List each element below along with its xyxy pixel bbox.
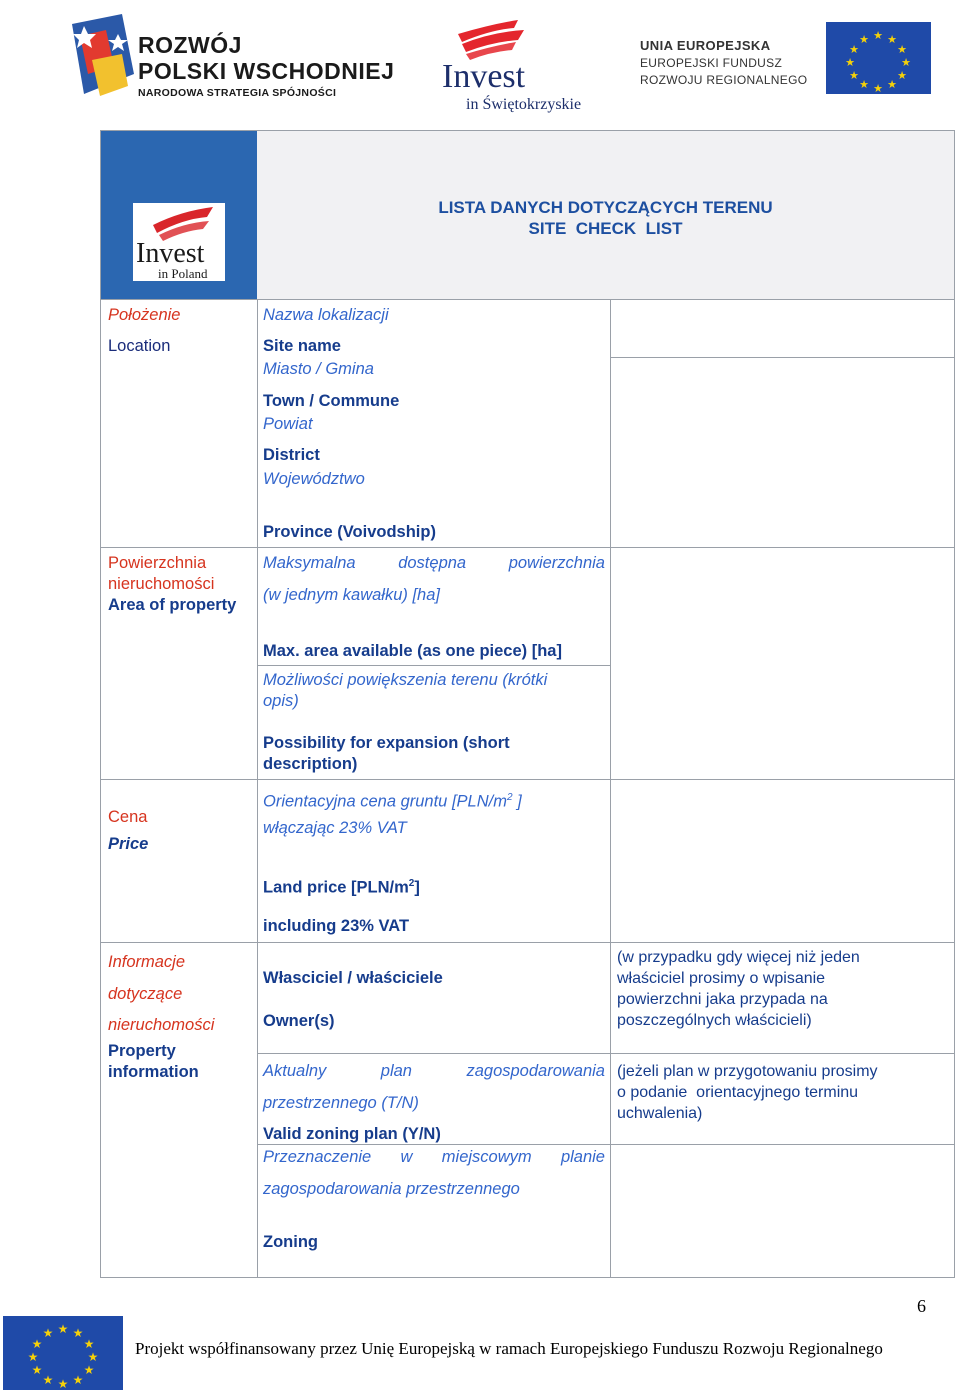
owner-note-line: właściciel prosimy o wpisanie	[617, 970, 826, 987]
zoning-plan-note-line: uchwalenia)	[617, 1105, 703, 1122]
zoning-designation-word1: Przeznaczenie	[263, 1148, 372, 1166]
area-category-en: Area of property	[108, 596, 237, 614]
ue-line3: ROZWOJU REGIONALNEGO	[640, 73, 808, 87]
ue-line2: EUROPEJSKI FUNDUSZ	[640, 56, 783, 70]
zoning-designation-word3: miejscowym	[441, 1148, 532, 1166]
table-divider	[257, 1053, 955, 1054]
table-divider	[610, 299, 611, 1278]
svg-text:★: ★	[57, 1322, 69, 1336]
owner-note-line: (w przypadku gdy więcej niż jeden	[617, 949, 860, 966]
price-en-text: Land price [PLN/m	[263, 878, 409, 897]
price-en-text-end: ]	[414, 878, 420, 897]
isw-invest-text: Invest	[442, 58, 526, 95]
expansion-pl-line2: opis)	[263, 692, 299, 710]
max-area-label-pl	[263, 553, 605, 574]
max-area-word2: dostępna	[398, 554, 467, 572]
zoning-designation-word4: planie	[560, 1148, 605, 1166]
table-divider	[257, 299, 258, 1278]
price-vat-pl: włączając 23% VAT	[263, 819, 407, 837]
table-divider	[100, 299, 955, 300]
zoning-plan-label-pl-line2: przestrzennego (T/N)	[263, 1094, 419, 1112]
eu-flag-footer-icon	[3, 1316, 123, 1390]
footer-funding-text: Projekt współfinansowany przez Unię Europejską w ramach Europejskiego Funduszu Rozwoju Regionalnego	[135, 1339, 883, 1358]
zoning-plan-note-line: (jeżeli plan w przygotowaniu prosimy	[617, 1063, 878, 1080]
info-category-pl-line1: Informacje	[108, 953, 186, 971]
max-area-word3: powierzchnia	[508, 554, 605, 572]
expansion-en-line2: description)	[263, 755, 358, 773]
svg-text:★: ★	[873, 82, 883, 94]
price-pl-text: Orientacyjna cena gruntu [PLN/m	[263, 792, 507, 811]
town-label-en: Town / Commune	[263, 392, 400, 410]
expansion-label-en	[263, 733, 510, 775]
svg-text:★: ★	[83, 1337, 95, 1351]
svg-text:★: ★	[31, 1363, 43, 1377]
rpw-line3: NARODOWA STRATEGIA SPÓJNOŚCI	[138, 87, 337, 99]
title-english: SITE CHECK LIST	[528, 219, 683, 238]
zoning-plan-label-en: Valid zoning plan (Y/N)	[263, 1125, 441, 1143]
svg-text:★: ★	[859, 33, 869, 46]
price-label-pl	[263, 787, 522, 813]
svg-text:★: ★	[887, 78, 897, 91]
site-name-label-en: Site name	[263, 337, 341, 355]
ue-logo-text	[640, 38, 807, 87]
info-category-en-line1: Property	[108, 1042, 176, 1060]
info-category-pl-line2: dotyczące	[108, 984, 183, 1003]
province-label-en: Province (Voivodship)	[263, 523, 436, 541]
ip-country-text: in Poland	[158, 266, 208, 281]
isw-region-text: in Świętokrzyskie	[466, 96, 582, 113]
expansion-en-line1: Possibility for expansion (short	[263, 734, 510, 752]
price-pl-text-end: ]	[512, 792, 522, 811]
svg-text:★: ★	[897, 43, 907, 56]
site-name-label-pl: Nazwa lokalizacji	[263, 306, 389, 324]
svg-text:★: ★	[873, 29, 883, 42]
svg-text:★: ★	[849, 69, 859, 82]
owner-label-pl: Własciciel / właściciele	[263, 969, 443, 987]
ip-invest-text: Invest	[136, 238, 205, 269]
table-title	[257, 197, 954, 239]
zoning-designation-word2: w	[400, 1148, 413, 1166]
price-category-pl: Cena	[108, 808, 148, 826]
zoning-plan-note-line: o podanie orientacyjnego terminu	[617, 1084, 859, 1101]
rpw-line2: POLSKI WSCHODNIEJ	[138, 58, 395, 84]
owner-note-line: powierzchni jaka przypada na	[617, 991, 828, 1008]
max-area-label-en: Max. area available (as one piece) [ha]	[263, 642, 562, 660]
expansion-label-pl	[263, 670, 547, 712]
info-category-pl	[108, 947, 214, 1042]
info-category-pl-line3: nieruchomości	[108, 1016, 215, 1034]
zoning-plan-word3: zagospodarowania	[466, 1062, 605, 1080]
zoning-plan-word2: plan	[380, 1062, 412, 1080]
area-category-pl-line1: Powierzchnia	[108, 554, 207, 572]
location-category-pl: Położenie	[108, 306, 181, 324]
area-category-pl-line2: nieruchomości	[108, 575, 215, 593]
expansion-pl-line1: Możliwości powiększenia terenu (krótki	[263, 671, 548, 689]
svg-text:★: ★	[887, 33, 897, 46]
svg-text:★: ★	[72, 1326, 84, 1340]
price-category-en: Price	[108, 835, 149, 853]
rpw-logo-text	[138, 34, 394, 99]
max-area-label-pl-line2: (w jednym kawałku) [ha]	[263, 586, 440, 604]
table-divider	[257, 665, 610, 666]
table-divider	[100, 942, 955, 943]
zoning-label-en: Zoning	[263, 1233, 318, 1251]
zoning-plan-label-pl	[263, 1061, 605, 1082]
svg-text:★: ★	[72, 1373, 84, 1387]
table-divider	[100, 779, 955, 780]
zoning-plan-note	[617, 1061, 878, 1124]
district-label-pl: Powiat	[263, 415, 313, 433]
zoning-plan-word1: Aktualny	[263, 1062, 327, 1080]
svg-text:★: ★	[859, 78, 869, 91]
svg-text:★: ★	[897, 69, 907, 82]
district-label-en: District	[263, 446, 320, 464]
svg-text:★: ★	[845, 56, 855, 69]
area-category-pl	[108, 553, 214, 595]
ue-line1: UNIA EUROPEJSKA	[640, 38, 771, 53]
price-vat-en: including 23% VAT	[263, 917, 410, 935]
rpw-line1: ROZWÓJ	[138, 32, 242, 58]
svg-text:★: ★	[901, 56, 911, 69]
price-pl-sup: 2	[506, 792, 513, 803]
location-category-en: Location	[108, 337, 171, 355]
page-number: 6	[917, 1296, 926, 1316]
owner-note	[617, 947, 860, 1031]
zoning-designation-label-pl-line2: zagospodarowania przestrzennego	[263, 1180, 520, 1198]
owner-note-line: poszczególnych właścicieli)	[617, 1012, 812, 1029]
info-category-en-line2: information	[108, 1063, 199, 1081]
svg-text:★: ★	[87, 1350, 99, 1364]
title-polish: LISTA DANYCH DOTYCZĄCYCH TERENU	[438, 198, 773, 217]
svg-text:★: ★	[57, 1377, 69, 1390]
owner-label-en: Owner(s)	[263, 1012, 335, 1030]
svg-text:★: ★	[849, 43, 859, 56]
town-label-pl: Miasto / Gmina	[263, 360, 374, 378]
svg-text:★: ★	[83, 1363, 95, 1377]
invest-swietokrzyskie-logo	[442, 60, 581, 114]
table-divider	[100, 547, 955, 548]
info-category-en	[108, 1041, 199, 1083]
max-area-word1: Maksymalna	[263, 554, 356, 572]
price-label-en	[263, 873, 420, 899]
table-divider	[610, 357, 955, 358]
price-en-sup: 2	[408, 878, 415, 889]
svg-text:★: ★	[42, 1326, 54, 1340]
svg-text:★: ★	[31, 1337, 43, 1351]
invest-in-poland-swoosh-icon	[133, 203, 225, 243]
rpw-emblem-icon	[62, 14, 142, 104]
svg-text:★: ★	[27, 1350, 39, 1364]
svg-text:★: ★	[42, 1373, 54, 1387]
eu-flag-icon	[826, 22, 931, 94]
zoning-designation-label-pl	[263, 1147, 605, 1168]
province-label-pl: Województwo	[263, 470, 365, 488]
